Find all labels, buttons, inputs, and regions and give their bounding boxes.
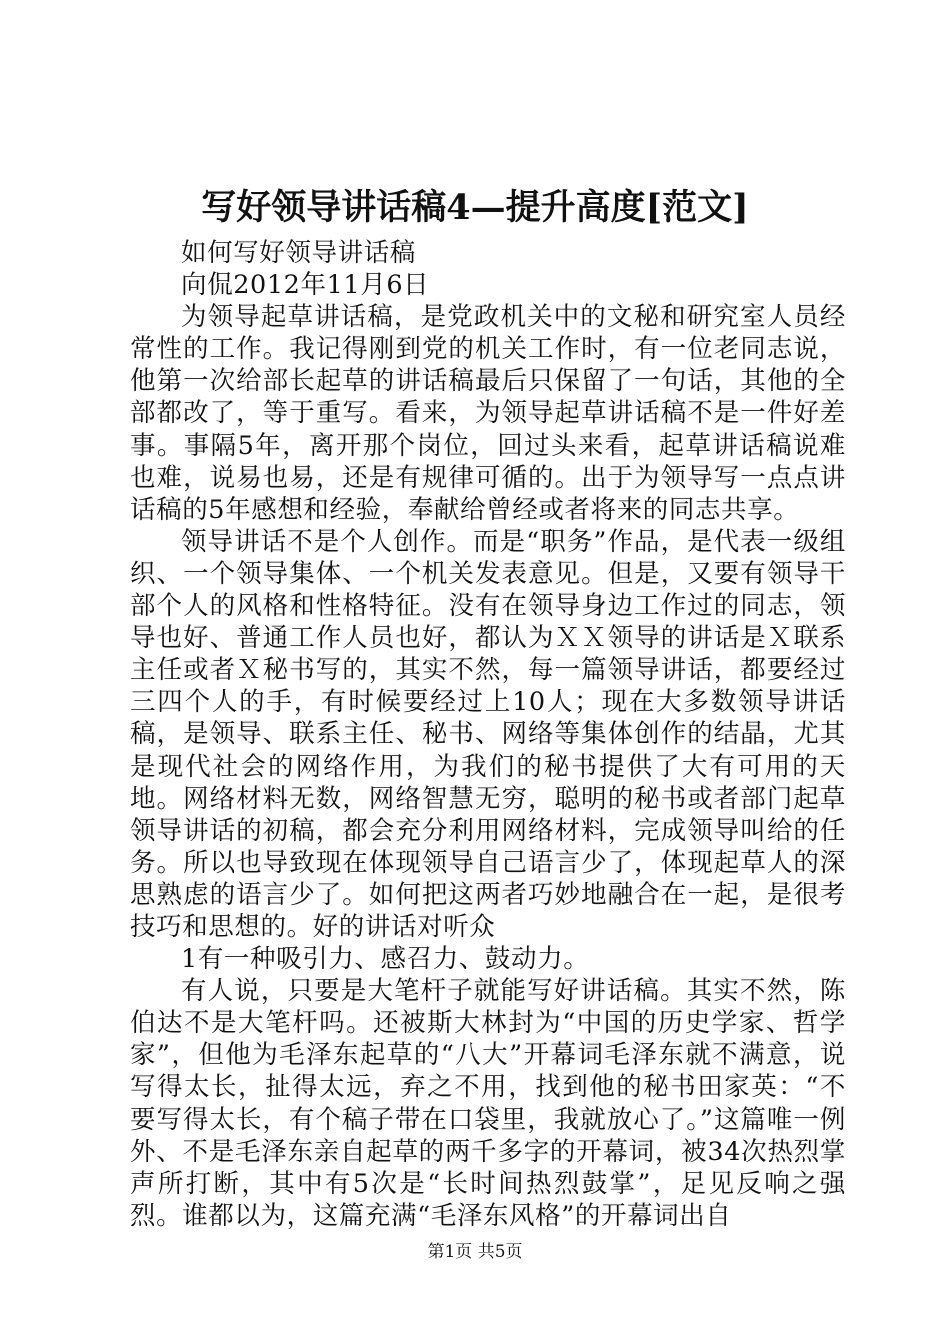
paragraph: 领导讲话不是个人创作。而是“职务”作品，是代表一级组织、一个领导集体、一个机关发表意见。但是，又要有领导干部个人的风格和性格特征。没有在领导身边工作过的同志，领导也好、普通工作人员也好，都认为ＸＸ领导的讲话是Ｘ联系主任或者Ｘ秘书写的，其实不然，每一篇领导讲话，都要经过三四个人的手，有时候要经过上10人；现在大多数领导讲话稿，是领导、联系主任、秘书、网络等集体创作的结晶，尤其是现代社会的网络作用，为我们的秘书提供了大有可用的天地。网络材料无数，网络智慧无穷，聪明的秘书或者部门起草领导讲话的初稿，都会充分利用网络材料，完成领导叫给的任务。所以也导致现在体现领导自己语言少了，体现起草人的深思熟虑的语言少了。如何把这两者巧妙地融合在一起，是很考技巧和思想的。好的讲话对听众 (130, 526, 846, 942)
document-body (130, 237, 846, 1232)
subtitle-line: 如何写好领导讲话稿 (181, 238, 416, 268)
paragraph: 1有一种吸引力、感召力、鼓动力。 (181, 944, 590, 975)
paragraph: 有人说，只要是大笔杆子就能写好讲话稿。其实不然，陈伯达不是大笔杆吗。还被斯大林封为“中国的历史学家、哲学家”，但他为毛泽东起草的“八大”开幕词毛泽东就不满意，说写得太长，扯得太远，弃之不用，找到他的秘书田家英：“不要写得太长，有个稿子带在口袋里，我就放心了。”这篇唯一例外、不是毛泽东亲自起草的两千多字的开幕词，被34次热烈掌声所打断，其中有5次是“长时间热烈鼓掌”，足见反响之强烈。谁都以为，这篇充满“毛泽东风格”的开幕词出自 (130, 976, 846, 1231)
byline: 向侃2012年11月6日 (181, 270, 430, 301)
document-title: 写好领导讲话稿4—提升高度[范文] (201, 187, 749, 228)
paragraph: 为领导起草讲话稿，是党政机关中的文秘和研究室人员经常性的工作。我记得刚到党的机关工作时，有一位老同志说，他第一次给部长起草的讲话稿最后只保留了一句话，其他的全部都改了，等于重写。看来，为领导起草讲话稿不是一件好差事。事隔5年，离开那个岗位，回过头来看，起草讲话稿说难也难，说易也易，还是有规律可循的。出于为领导写一点点讲话稿的5年感想和经验，奉献给曾经或者将来的同志共享。 (130, 302, 846, 525)
page-footer: 第1页 共5页 (427, 1242, 523, 1262)
